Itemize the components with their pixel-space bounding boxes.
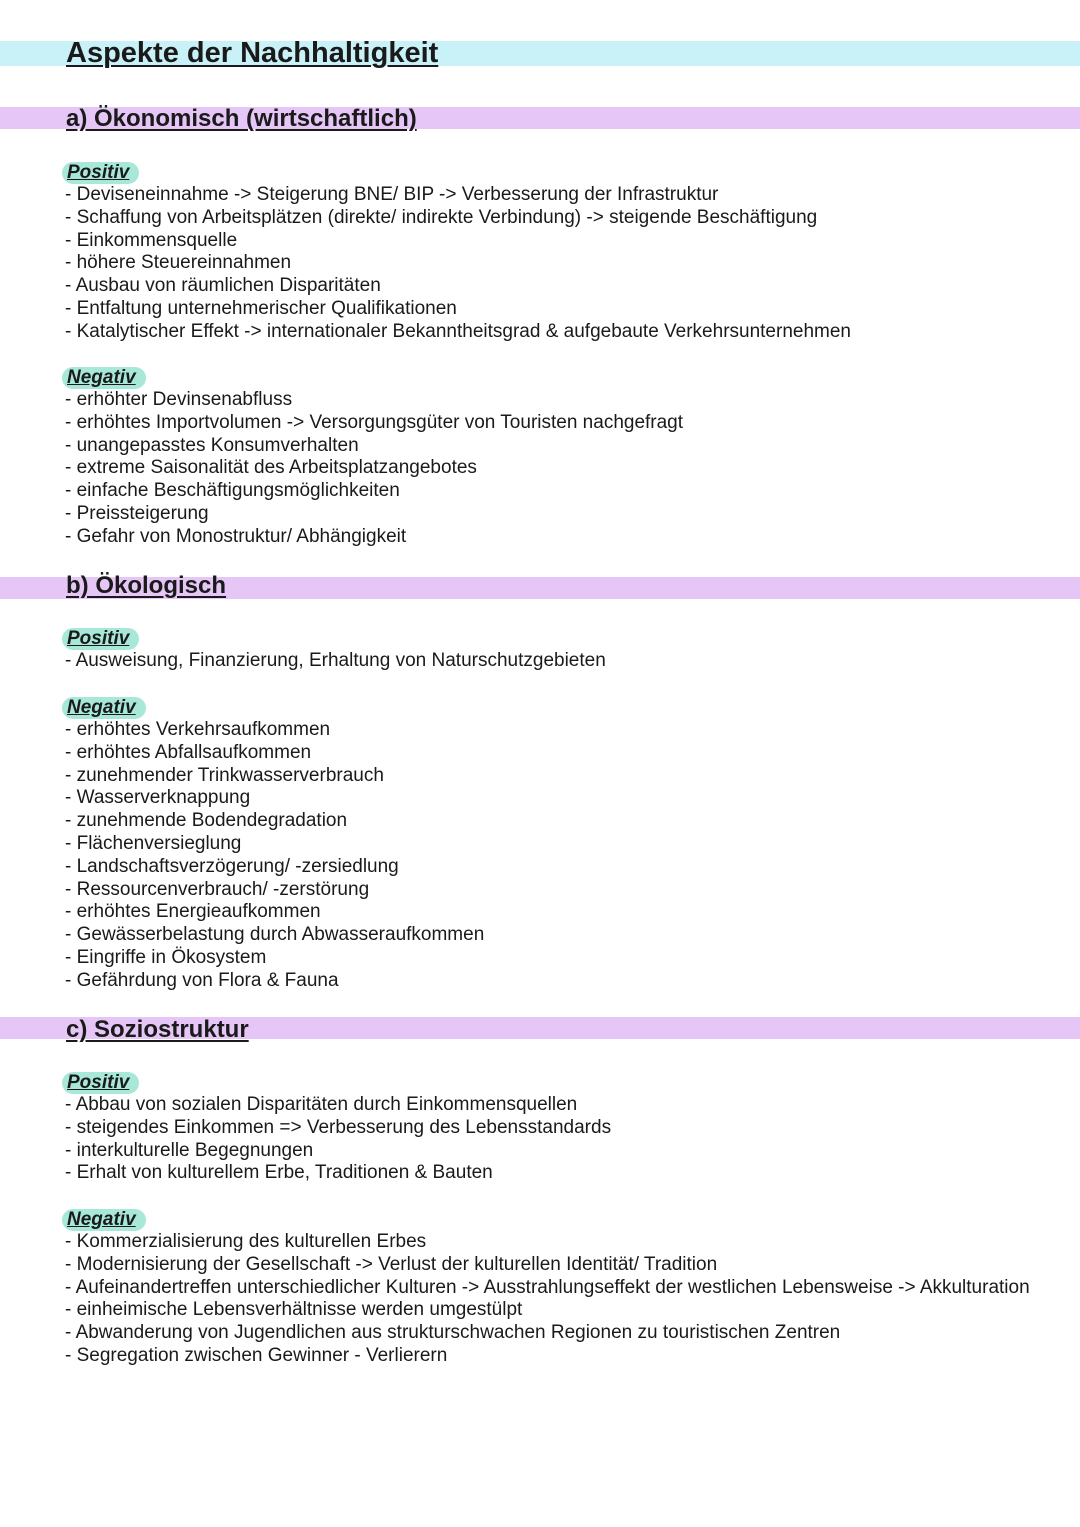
social-positive-group (62, 1072, 1042, 1185)
positive-badge: Positiv (62, 628, 139, 650)
social-negative-group (62, 1209, 1042, 1368)
list-item: - Entfaltung unternehmerischer Qualifikationen (62, 298, 1042, 321)
economic-negative-list (62, 389, 1042, 549)
social-negative-list (62, 1231, 1042, 1368)
list-item: - Einkommensquelle (62, 230, 1042, 253)
list-item: - Preissteigerung (62, 503, 1042, 526)
list-item: - Ausbau von räumlichen Disparitäten (62, 275, 1042, 298)
list-item: - Kommerzialisierung des kulturellen Erbes (62, 1231, 1042, 1254)
list-item: - höhere Steuereinnahmen (62, 252, 1042, 275)
positive-badge: Positiv (62, 1072, 139, 1094)
list-item: - erhöhtes Abfallsaufkommen (62, 742, 1042, 765)
list-item: - zunehmende Bodendegradation (62, 810, 1042, 833)
ecological-negative-list (62, 719, 1042, 993)
section-heading-economic: a) Ökonomisch (wirtschaftlich) (66, 105, 417, 132)
list-item: - Gewässerbelastung durch Abwasseraufkommen (62, 924, 1042, 947)
list-item: - Ausweisung, Finanzierung, Erhaltung von Naturschutzgebieten (62, 650, 1042, 673)
page-title: Aspekte der Nachhaltigkeit (66, 37, 439, 69)
list-item: - Abbau von sozialen Disparitäten durch Einkommensquellen (62, 1094, 1042, 1117)
list-item: - erhöhtes Verkehrsaufkommen (62, 719, 1042, 742)
list-item: - einheimische Lebensverhältnisse werden umgestülpt (62, 1299, 1042, 1322)
list-item: - erhöhtes Importvolumen -> Versorgungsgüter von Touristen nachgefragt (62, 412, 1042, 435)
list-item: - erhöhter Devinsenabfluss (62, 389, 1042, 412)
list-item: - Segregation zwischen Gewinner - Verlierern (62, 1345, 1042, 1368)
list-item: - zunehmender Trinkwasserverbrauch (62, 765, 1042, 788)
economic-positive-group (62, 162, 1042, 344)
list-item: - Katalytischer Effekt -> internationaler Bekanntheitsgrad & aufgebaute Verkehrsunternehmen (62, 321, 1042, 344)
list-item: - Flächenversieglung (62, 833, 1042, 856)
list-item: - erhöhtes Energieaufkommen (62, 901, 1042, 924)
list-item: - einfache Beschäftigungsmöglichkeiten (62, 480, 1042, 503)
list-item: - Aufeinandertreffen unterschiedlicher Kulturen -> Ausstrahlungseffekt der westlichen Lebensweise -> Akkulturation (62, 1277, 1042, 1300)
list-item: - Modernisierung der Gesellschaft -> Verlust der kulturellen Identität/ Tradition (62, 1254, 1042, 1277)
ecological-negative-group (62, 697, 1042, 993)
list-item: - Schaffung von Arbeitsplätzen (direkte/ indirekte Verbindung) -> steigende Beschäftigung (62, 207, 1042, 230)
list-item: - Deviseneinnahme -> Steigerung BNE/ BIP -> Verbesserung der Infrastruktur (62, 184, 1042, 207)
list-item: - Wasserverknappung (62, 787, 1042, 810)
positive-badge: Positiv (62, 162, 139, 184)
negative-badge: Negativ (62, 367, 146, 389)
list-item: - Gefahr von Monostruktur/ Abhängigkeit (62, 526, 1042, 549)
list-item: - Gefährdung von Flora & Fauna (62, 970, 1042, 993)
list-item: - extreme Saisonalität des Arbeitsplatzangebotes (62, 457, 1042, 480)
list-item: - Landschaftsverzögerung/ -zersiedlung (62, 856, 1042, 879)
list-item: - Erhalt von kulturellem Erbe, Traditionen & Bauten (62, 1162, 1042, 1185)
list-item: - steigendes Einkommen => Verbesserung des Lebensstandards (62, 1117, 1042, 1140)
ecological-positive-group (62, 628, 1042, 673)
list-item: - Ressourcenverbrauch/ -zerstörung (62, 879, 1042, 902)
negative-badge: Negativ (62, 1209, 146, 1231)
section-heading-social: c) Soziostruktur (66, 1016, 249, 1043)
list-item: - unangepasstes Konsumverhalten (62, 435, 1042, 458)
ecological-positive-list (62, 650, 1042, 673)
economic-positive-list (62, 184, 1042, 344)
economic-negative-group (62, 367, 1042, 549)
list-item: - Abwanderung von Jugendlichen aus strukturschwachen Regionen zu touristischen Zentren (62, 1322, 1042, 1345)
section-heading-ecological: b) Ökologisch (66, 572, 227, 599)
social-positive-list (62, 1094, 1042, 1185)
negative-badge: Negativ (62, 697, 146, 719)
list-item: - interkulturelle Begegnungen (62, 1140, 1042, 1163)
list-item: - Eingriffe in Ökosystem (62, 947, 1042, 970)
